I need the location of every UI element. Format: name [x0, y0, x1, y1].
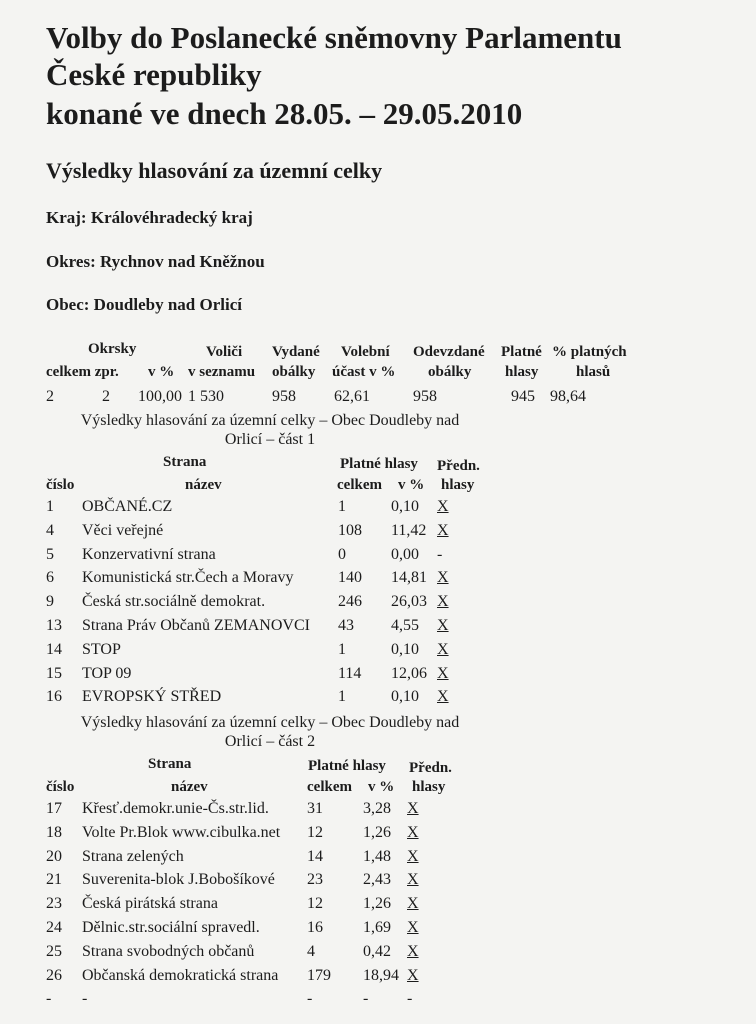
cell-pct: 18,94	[363, 966, 399, 984]
cell-predn[interactable]: X	[437, 569, 449, 587]
part2-caption-line-2: Orlicí – část 2	[224, 733, 316, 750]
cell-cislo: 26	[46, 966, 62, 984]
cell-predn: -	[407, 990, 413, 1008]
cell-celkem: 12	[307, 823, 323, 841]
cell-cislo: 20	[46, 847, 62, 865]
page-title-line-1: Volby do Poslanecké sněmovny Parlamentu	[46, 20, 622, 55]
part2-caption	[40, 713, 500, 751]
part2-caption-line-1: Výsledky hlasování za územní celky – Obec Doudleby nad	[80, 714, 460, 731]
part1-caption-line-1: Výsledky hlasování za územní celky – Obec Doudleby nad	[80, 412, 460, 429]
cell-cislo: 9	[46, 593, 54, 611]
cell-pct: 0,10	[391, 688, 419, 706]
value-pct-platnych: 98,64	[550, 388, 586, 405]
header-ucast: účast v %	[332, 364, 396, 380]
cell-cislo: 14	[46, 640, 62, 658]
section-subtitle: Výsledky hlasování za územní celky	[46, 158, 383, 183]
cell-pct: 14,81	[391, 569, 427, 587]
cell-pct: 0,10	[391, 498, 419, 515]
cell-celkem: 1	[338, 688, 346, 706]
cell-predn[interactable]: X	[407, 895, 419, 913]
cell-predn[interactable]: X	[407, 800, 419, 817]
cell-nazev: STOP	[82, 640, 121, 658]
cell-predn[interactable]: X	[407, 966, 419, 984]
cell-predn[interactable]: X	[407, 919, 419, 936]
cell-celkem: -	[307, 990, 313, 1008]
header-pct-platnych: % platných	[552, 344, 627, 360]
value-celkem: 2	[46, 388, 54, 405]
cell-cislo: 24	[46, 919, 62, 936]
value-platne: 945	[511, 388, 535, 405]
cell-nazev: Česká pirátská strana	[82, 895, 218, 913]
value-zpr: 2	[102, 388, 110, 405]
cell-cislo: 6	[46, 569, 54, 587]
cell-nazev: EVROPSKÝ STŘED	[82, 688, 222, 706]
cell-celkem: 1	[338, 498, 346, 515]
header-obalky: obálky	[272, 364, 316, 380]
cell-nazev: Strana Práv Občanů ZEMANOVCI	[82, 617, 310, 634]
part1-header-cislo: číslo	[46, 477, 75, 493]
cell-nazev: Křesť.demokr.unie-Čs.str.lid.	[82, 800, 269, 817]
part1-header-predn: Předn.	[437, 458, 480, 474]
cell-cislo: 4	[46, 521, 54, 539]
cell-predn[interactable]: X	[407, 942, 419, 960]
header-obalky-2: obálky	[428, 364, 472, 380]
cell-pct: 1,48	[363, 847, 391, 865]
header-celkem-zpr: celkem zpr.	[46, 364, 119, 380]
region-label: Kraj: Královéhradecký kraj	[46, 208, 253, 227]
value-volici: 1 530	[188, 388, 224, 405]
cell-cislo: 21	[46, 871, 62, 889]
cell-cislo: 15	[46, 664, 62, 682]
cell-cislo: 25	[46, 942, 62, 960]
cell-nazev: Věci veřejné	[82, 521, 164, 539]
header-hlasu: hlasů	[576, 364, 611, 380]
cell-pct: 1,26	[363, 823, 391, 841]
cell-nazev: OBČANÉ.CZ	[82, 498, 173, 515]
header-volici: Voliči	[206, 344, 243, 360]
cell-predn[interactable]: X	[407, 823, 419, 841]
header-v-seznamu: v seznamu	[188, 364, 256, 380]
value-vydane: 958	[272, 388, 296, 405]
cell-celkem: 23	[307, 871, 323, 889]
part2-header-v-pct: v %	[368, 779, 395, 795]
part1-header-strana: Strana	[163, 454, 207, 470]
cell-predn[interactable]: X	[437, 593, 449, 611]
cell-celkem: 12	[307, 895, 323, 913]
cell-celkem: 0	[338, 545, 346, 563]
cell-nazev: Strana zelených	[82, 847, 184, 865]
cell-pct: 0,42	[363, 942, 391, 960]
part2-header-predn: Předn.	[409, 760, 452, 776]
part2-header-celkem: celkem	[307, 779, 352, 795]
cell-celkem: 4	[307, 942, 315, 960]
header-odevzdane: Odevzdané	[413, 344, 485, 360]
value-odevzdane: 958	[413, 388, 437, 405]
cell-nazev: Dělnic.str.sociální spravedl.	[82, 919, 260, 936]
cell-celkem: 16	[307, 919, 323, 936]
part2-header-strana: Strana	[148, 756, 192, 772]
part2-header-hlasy: hlasy	[412, 779, 446, 795]
header-vydane: Vydané	[272, 344, 320, 360]
cell-celkem: 43	[338, 617, 354, 634]
cell-predn: -	[437, 545, 443, 563]
cell-cislo: 1	[46, 498, 54, 515]
part1-header-celkem: celkem	[337, 477, 382, 493]
cell-cislo: 23	[46, 895, 62, 913]
part1-header-hlasy: hlasy	[441, 477, 475, 493]
cell-nazev: -	[82, 990, 88, 1008]
cell-pct: 12,06	[391, 664, 427, 682]
cell-predn[interactable]: X	[437, 664, 449, 682]
cell-nazev: Strana svobodných občanů	[82, 942, 255, 960]
cell-cislo: 18	[46, 823, 62, 841]
cell-cislo: -	[46, 990, 52, 1008]
cell-celkem: 31	[307, 800, 323, 817]
cell-predn[interactable]: X	[437, 617, 449, 634]
cell-pct: 0,10	[391, 640, 419, 658]
part2-header-nazev: název	[171, 779, 208, 795]
cell-pct: 2,43	[363, 871, 391, 889]
cell-celkem: 140	[338, 569, 362, 587]
page-title-line-3: konané ve dnech 28.05. – 29.05.2010	[46, 96, 523, 131]
part2-header-platne-hlasy: Platné hlasy	[308, 758, 386, 774]
cell-cislo: 5	[46, 545, 54, 563]
part2-header-cislo: číslo	[46, 779, 75, 795]
part1-header-v-pct: v %	[398, 477, 425, 493]
cell-nazev: Konzervativní strana	[82, 545, 216, 563]
cell-pct: 11,42	[391, 521, 427, 539]
cell-nazev: Volte Pr.Blok www.cibulka.net	[82, 823, 281, 841]
part1-header-platne-hlasy: Platné hlasy	[340, 456, 418, 472]
part1-caption	[40, 411, 500, 449]
cell-pct: 4,55	[391, 617, 419, 634]
page-title-line-2: České republiky	[46, 57, 262, 92]
municipality-label: Obec: Doudleby nad Orlicí	[46, 295, 242, 314]
header-v-pct: v %	[148, 364, 175, 380]
district-label: Okres: Rychnov nad Kněžnou	[46, 252, 265, 271]
part1-caption-line-2: Orlicí – část 1	[224, 431, 316, 448]
header-okrsky: Okrsky	[88, 341, 137, 357]
value-v-pct: 100,00	[138, 388, 182, 405]
cell-celkem: 246	[338, 593, 362, 611]
cell-pct: 1,69	[363, 919, 391, 936]
cell-pct: -	[363, 990, 369, 1008]
cell-nazev: Občanská demokratická strana	[82, 966, 279, 984]
cell-pct: 3,28	[363, 800, 391, 817]
part1-header-nazev: název	[185, 477, 222, 493]
cell-cislo: 16	[46, 688, 62, 706]
cell-celkem: 114	[338, 664, 362, 682]
cell-cislo: 13	[46, 617, 62, 634]
cell-predn[interactable]: X	[407, 871, 419, 889]
cell-nazev: TOP 09	[82, 664, 132, 682]
cell-predn[interactable]: X	[437, 498, 449, 515]
cell-cislo: 17	[46, 800, 62, 817]
cell-nazev: Suverenita-blok J.Bobošíkové	[82, 871, 275, 889]
cell-celkem: 1	[338, 640, 346, 658]
header-volebni: Volební	[341, 344, 390, 360]
cell-predn[interactable]: X	[407, 847, 419, 865]
cell-pct: 26,03	[391, 593, 427, 611]
cell-nazev: Česká str.sociálně demokrat.	[82, 593, 266, 611]
cell-celkem: 179	[307, 966, 331, 984]
cell-predn[interactable]: X	[437, 640, 449, 658]
header-platne: Platné	[501, 344, 542, 360]
value-ucast: 62,61	[334, 388, 370, 405]
cell-celkem: 14	[307, 847, 323, 865]
cell-celkem: 108	[338, 521, 362, 539]
cell-predn[interactable]: X	[437, 688, 449, 706]
cell-pct: 0,00	[391, 545, 419, 563]
cell-predn[interactable]: X	[437, 521, 449, 539]
cell-nazev: Komunistická str.Čech a Moravy	[82, 569, 294, 587]
header-hlasy: hlasy	[505, 364, 539, 380]
cell-pct: 1,26	[363, 895, 391, 913]
